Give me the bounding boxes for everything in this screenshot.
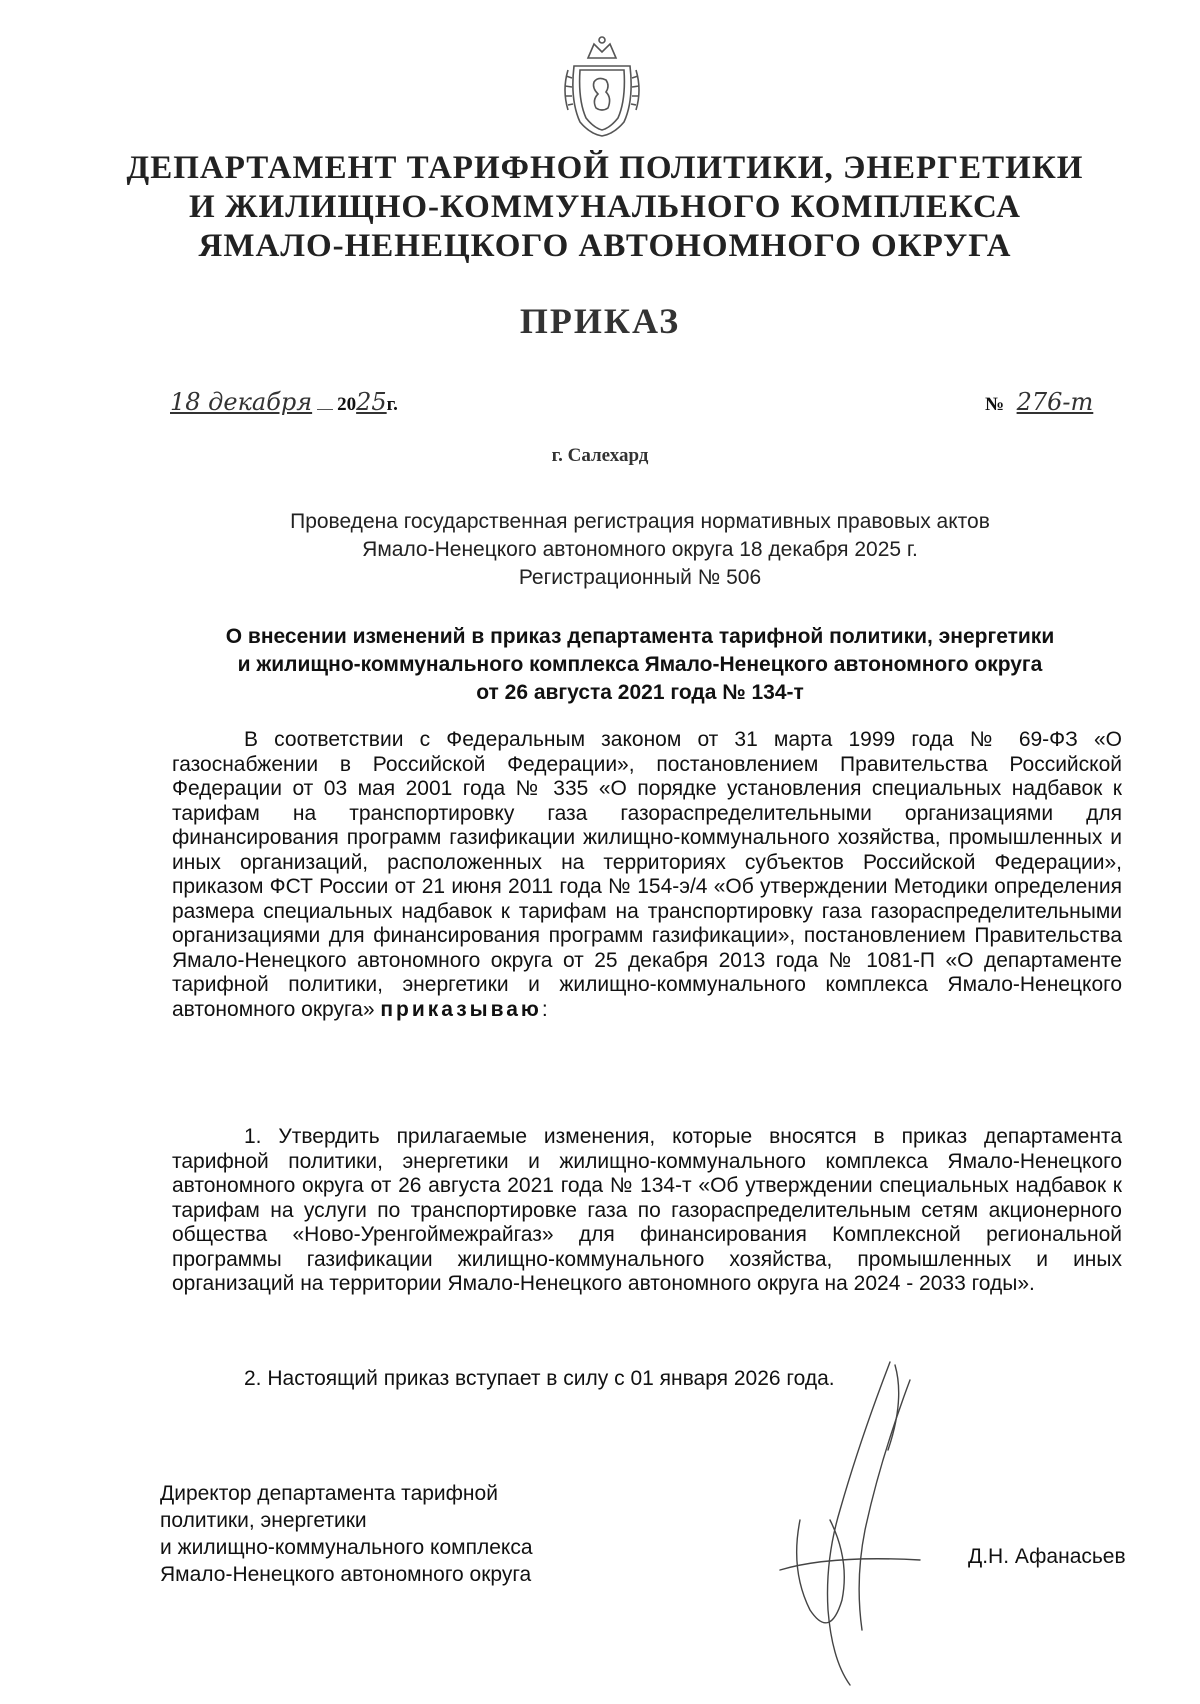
registration-line3: Регистрационный № 506 xyxy=(518,566,762,589)
number-label: № xyxy=(985,394,1005,415)
subject-line2: и жилищно-коммунального комплекса Ямало-Ненецкого автономного округа xyxy=(237,653,1043,676)
document-number: 276-т xyxy=(1016,388,1094,416)
department-name-line2: И ЖИЛИЩНО-КОММУНАЛЬНОГО КОМПЛЕКСА xyxy=(189,189,1021,225)
department-name-line1: ДЕПАРТАМЕНТ ТАРИФНОЙ ПОЛИТИКИ, ЭНЕРГЕТИКИ xyxy=(126,150,1084,186)
signatory-title-line2: политики, энергетики xyxy=(160,1509,367,1532)
document-type: ПРИКАЗ xyxy=(519,301,681,341)
number-line xyxy=(985,388,1093,416)
date-line xyxy=(170,388,398,416)
date-year-suffix: 25 xyxy=(356,388,387,416)
preamble-paragraph xyxy=(172,728,1122,1022)
signatory-title xyxy=(160,1480,533,1588)
handwritten-signature xyxy=(770,1360,950,1690)
order-item-1: 1. Утвердить прилагаемые изменения, которые вносятся в приказ департамента тарифной политики, энергетики и жилищно-коммунального комплекса Ямало-Ненецкого автономного округа от 26 августа 2021 года № 134-т «Об утверждении специальных надбавок к тарифам на услуги по транспортировке газа по газораспределительным сетям акционерного общества «Ново-Уренгоймежрайгаз» для финансирования Комплексной региональной программы газификации жилищно-коммунального хозяйства, промышленных и иных организаций на территории Ямало-Ненецкого автономного округа на 2024 - 2033 годы». xyxy=(172,1125,1122,1295)
department-name-line3: ЯМАЛО-НЕНЕЦКОГО АВТОНОМНОГО ОКРУГА xyxy=(198,228,1012,264)
preamble-text: В соответствии с Федеральным законом от 31 марта 1999 года № 69-ФЗ «О газоснабжении в Российской Федерации», постановлением Правительства Российской Федерации от 03 мая 2001 года № 335 «О порядке установления специальных надбавок к тарифам на транспортировку газа газораспределительными организациями для финансирования программ газификации жилищно-коммунального хозяйства, промышленных и иных организаций, расположенных на территориях субъектов Российской Федерации», приказом ФСТ России от 21 июня 2011 года № 154-э/4 «Об утверждении Методики определения размера специальных надбавок к тарифам на транспортировку газа газораспределительными организациями для финансирования программ газификации», постановлением Правительства Ямало-Ненецкого автономного округа от 25 декабря 2013 года № 1081-П «О департаменте тарифной политики, энергетики и жилищно-коммунального комплекса Ямало-Ненецкого автономного округа» xyxy=(172,728,1122,1021)
subject-line1: О внесении изменений в приказ департамента тарифной политики, энергетики xyxy=(225,625,1055,648)
registration-line1: Проведена государственная регистрация нормативных правовых актов xyxy=(290,510,990,533)
signatory-title-line1: Директор департамента тарифной xyxy=(160,1482,498,1505)
order-word: приказываю xyxy=(380,997,542,1021)
registration-line2: Ямало-Ненецкого автономного округа 18 декабря 2025 г. xyxy=(362,538,918,561)
signatory-name: Д.Н. Афанасьев xyxy=(968,1545,1126,1568)
signatory-title-line3: и жилищно-коммунального комплекса xyxy=(160,1536,533,1559)
subject-line3: от 26 августа 2021 года № 134-т xyxy=(476,681,804,704)
coat-of-arms-icon xyxy=(560,30,644,140)
date-year-prefix: 20 xyxy=(337,394,357,415)
date-year-mark: г. xyxy=(386,394,398,415)
city: г. Салехард xyxy=(551,445,649,466)
date-day-month: 18 декабря xyxy=(170,388,313,416)
order-colon: : xyxy=(541,997,548,1021)
order-item-2: 2. Настоящий приказ вступает в силу с 01 января 2026 года. xyxy=(244,1367,835,1390)
signatory-title-line4: Ямало-Ненецкого автономного округа xyxy=(160,1563,532,1586)
